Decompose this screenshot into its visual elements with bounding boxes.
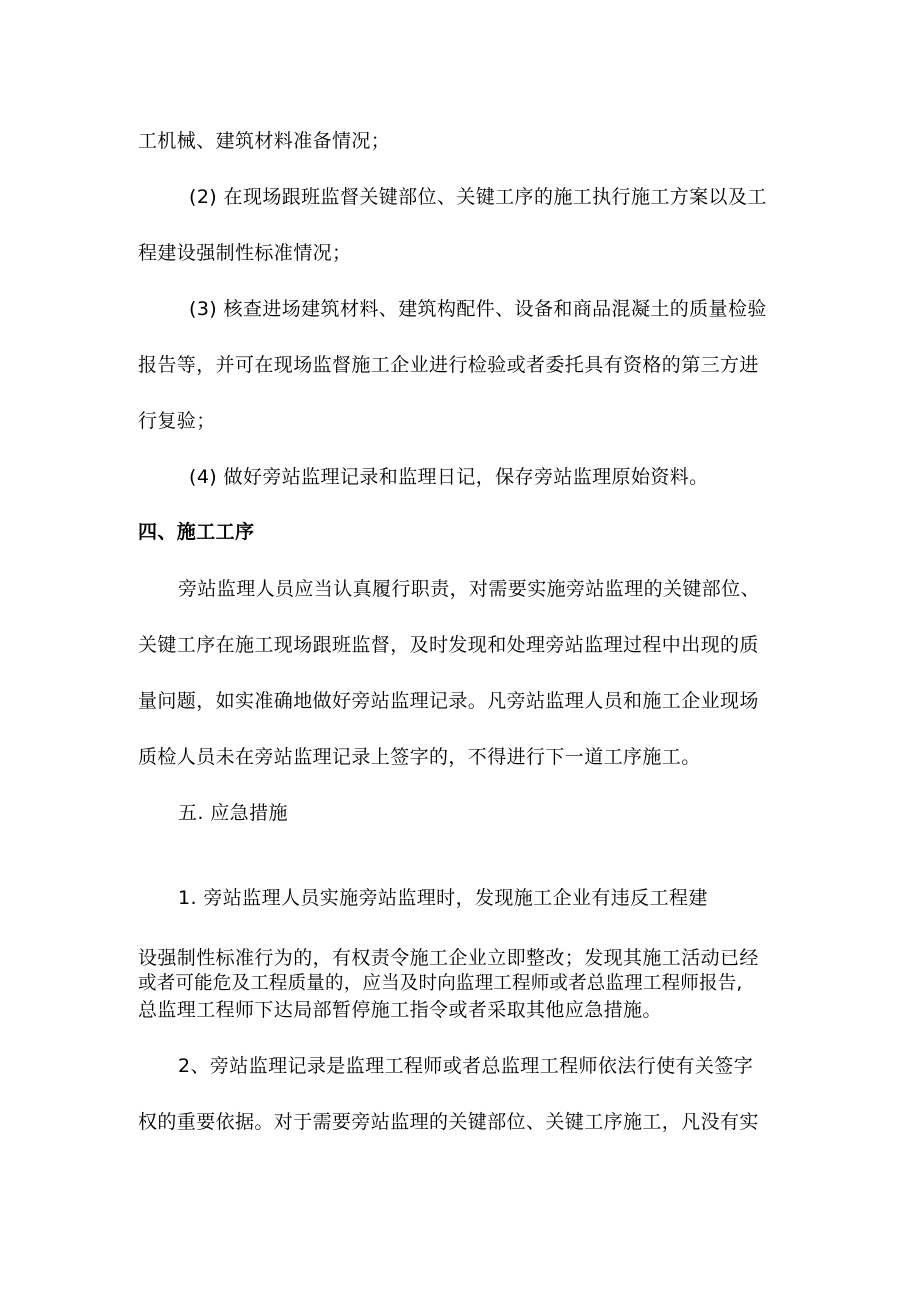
text-line-19: 权的重要依据。对于需要旁站监理的关键部位、关键工序施工，凡没有实 (138, 1111, 759, 1133)
text-line-1: 工机械、建筑材料准备情况； (138, 130, 391, 152)
text-line-17: 总监理工程师下达局部暂停施工指令或者采取其他应急措施。 (138, 999, 662, 1021)
text-line-15: 设强制性标准行为的，有权责令施工企业立即整改；发现其施工活动已经 (138, 947, 759, 969)
text-line-12: 质检人员未在旁站监理记录上签字的，不得进行下一道工序施工。 (138, 746, 701, 768)
text-line-10: 关键工序在施工现场跟班监督，及时发现和处理旁站监理过程中出现的质 (138, 634, 759, 656)
text-line-14: 1. 旁站监理人员实施旁站监理时，发现施工企业有违反工程建 (178, 887, 708, 909)
text-line-6: 行复验； (138, 410, 216, 432)
text-line-5: 报告等，并可在现场监督施工企业进行检验或者委托具有资格的第三方进 (138, 354, 759, 376)
text-line-9: 旁站监理人员应当认真履行职责，对需要实施旁站监理的关键部位、 (178, 578, 761, 600)
text-line-18: 2、旁站监理记录是监理工程师或者总监理工程师依法行使有关签字 (178, 1055, 754, 1077)
text-line-16: 或者可能危及工程质量的，应当及时向监理工程师或者总监理工程师报告, (138, 973, 743, 994)
text-line-4: (3) 核查进场建筑材料、建筑构配件、设备和商品混凝土的质量检验 (189, 298, 767, 320)
text-line-2: (2) 在现场跟班监督关键部位、关键工序的施工执行施工方案以及工 (189, 186, 767, 208)
text-line-7: (4) 做好旁站监理记录和监理日记，保存旁站监理原始资料。 (189, 466, 709, 488)
section-heading-construction-procedure: 四、施工工序 (138, 521, 255, 543)
text-line-11: 量问题，如实准确地做好旁站监理记录。凡旁站监理人员和施工企业现场 (138, 690, 759, 712)
text-line-3: 程建设强制性标准情况； (138, 242, 352, 264)
section-heading-emergency-measures: 五. 应急措施 (178, 802, 288, 824)
